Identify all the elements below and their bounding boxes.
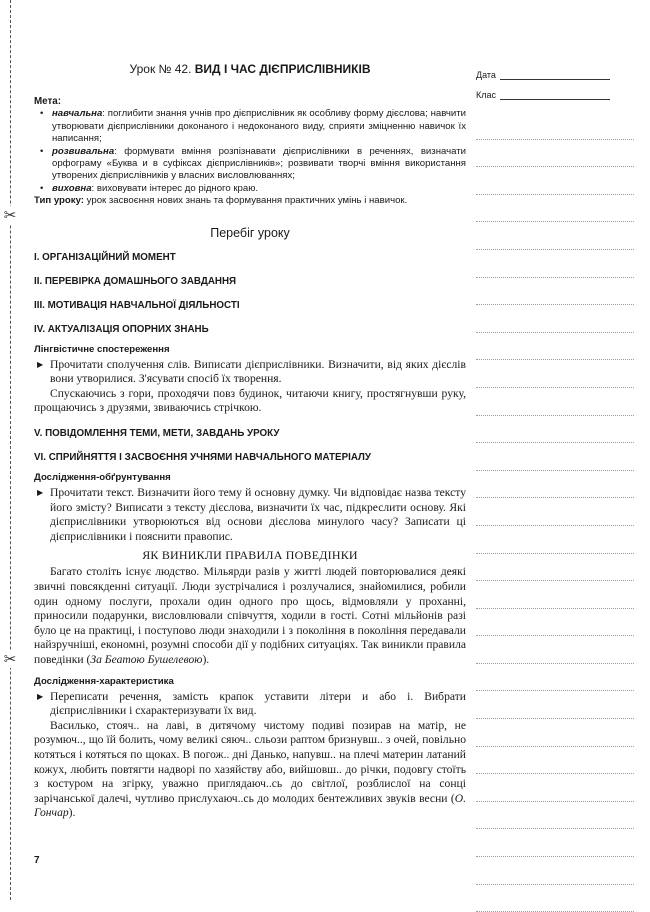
note-line[interactable] (476, 829, 634, 857)
goal-item (34, 108, 466, 145)
cut-line (10, 0, 11, 900)
task-text: Прочитати сполучення слів. Виписати дієприслівники. Визначити, від яких дієслів вони утворилися. З'ясувати спосіб їх творення. (50, 357, 466, 386)
task-text: Прочитати текст. Визначити його тему й основну думку. Чи відповідає назва тексту його змісту? Виписати з тексту дієслова, визначити їх час, підкреслити основу. Які дієприслівники утворюються від основи дієслова минулого часу? Записати ці дієприслівники і пояснити правопис. (50, 486, 466, 543)
goal-item (34, 146, 466, 183)
notes-lines (476, 112, 634, 912)
note-line[interactable] (476, 305, 634, 333)
text-title: ЯК ВИНИКЛИ ПРАВИЛА ПОВЕДІНКИ (142, 548, 358, 563)
section-heading: II. ПЕРЕВІРКА ДОМАШНЬОГО ЗАВДАННЯ (34, 275, 237, 287)
goal-text: : виховувати інтерес до рідного краю. (91, 182, 259, 194)
example-text: Спускаючись з гори, проходячи повз будинок, читаючи книгу, простягнувши руку, прощаючись з друзями, звиваючись стрічкою. (34, 386, 466, 415)
note-line[interactable] (476, 802, 634, 830)
goal-item (34, 183, 466, 195)
note-line[interactable] (476, 636, 634, 664)
note-line[interactable] (476, 719, 634, 747)
subheading: Дослідження-характеристика (34, 675, 174, 687)
note-line[interactable] (476, 167, 634, 195)
section-heading: V. ПОВІДОМЛЕННЯ ТЕМИ, МЕТИ, ЗАВДАНЬ УРОКУ (34, 428, 280, 440)
exercise-text-body: Василько, стояч.. на лаві, в дитячому чистому подиві позирав на матір, не розумюч.., що їй болить, чому великі сяюч.. сльози раптом бризнувш.. з очей, повільно котяться і котяться по щоках. В погож.. дні Данько, напувш.. на плечі материн латаний кожух, любить повтягти надворі по хазяйству або, вийшовш.. до річки, подовгу стоїть з костуром на згірку, уважно приглядаюч..сь до світлої, розблислої на сонці зарічанської далечі, чутливо прислухаюч..сь до молодих бентежливих звуків весни ( (34, 718, 466, 805)
scissors-icon: ✂ (3, 206, 17, 224)
page-number: 7 (34, 855, 40, 866)
class-label: Клас (476, 90, 496, 100)
goal-text: : поглибити знання учнів про дієприслівник як особливу форму дієслова; навчити утворювати дієприслівники доконаного і недоконаного виду, сприяти зміцненню навичок їх написання; (52, 108, 466, 145)
goals-label: Мета: (34, 96, 61, 107)
date-field[interactable] (476, 60, 634, 80)
goal-term: навчальна (52, 108, 103, 120)
task-text: Переписати речення, замість крапок уставити літери и або і. Вибрати дієприслівники і схарактеризувати їх вид. (50, 689, 466, 718)
note-line[interactable] (476, 554, 634, 582)
note-line[interactable] (476, 195, 634, 223)
triangle-right-icon: ▶ (37, 691, 44, 701)
note-line[interactable] (476, 333, 634, 361)
subheading: Дослідження-обґрунтування (34, 472, 171, 484)
section-heading: III. МОТИВАЦІЯ НАВЧАЛЬНОЇ ДІЯЛЬНОСТІ (34, 299, 240, 311)
note-line[interactable] (476, 360, 634, 388)
note-line[interactable] (476, 774, 634, 802)
exercise-text-end: ). (68, 806, 76, 820)
task (34, 690, 466, 719)
note-line[interactable] (476, 140, 634, 168)
section-heading: IV. АКТУАЛІЗАЦІЯ ОПОРНИХ ЗНАНЬ (34, 323, 209, 335)
note-line[interactable] (476, 222, 634, 250)
section-heading: VI. СПРИЙНЯТТЯ І ЗАСВОЄННЯ УЧНЯМИ НАВЧАЛЬНОГО МАТЕРІАЛУ (34, 452, 371, 464)
note-line[interactable] (476, 747, 634, 775)
class-field[interactable] (476, 80, 634, 100)
note-line[interactable] (476, 581, 634, 609)
lesson-title (34, 62, 466, 76)
note-line[interactable] (476, 388, 634, 416)
note-line[interactable] (476, 609, 634, 637)
task (34, 358, 466, 387)
reading-text-body: Багато століть існує людство. Мільярди разів у житті людей повторювалися деякі звичні повсякденні ситуації. Люди зустрічалися і розлучалися, знайомилися, робили один одному послуги, прохали один одного про щось, відмовляли у проханні, приносили подарунки, висловлювали співчуття, ходили в гості. Сотні мільйонів разі було це на практиці, і поступово люди знаходили і з покоління в покоління передавали найзручніші, економні, розумні способи дії у подібних ситуаціях. Так виникли правила поведінки ( (34, 565, 466, 666)
plan-title: Перебіг уроку (210, 225, 290, 240)
lesson-number: Урок № 42. (129, 62, 192, 76)
triangle-right-icon: ▶ (37, 488, 44, 498)
bullet-icon: • (40, 108, 44, 120)
exercise-text (34, 719, 466, 821)
note-line[interactable] (476, 416, 634, 444)
reading-text-end: ). (202, 652, 210, 666)
lesson-type-label: Тип уроку: (34, 195, 84, 207)
text-source: За Беатою Бушелевою (90, 652, 203, 666)
note-line[interactable] (476, 885, 634, 912)
lesson-type (34, 195, 466, 207)
triangle-right-icon: ▶ (37, 359, 44, 369)
note-line[interactable] (476, 664, 634, 692)
lesson-topic: ВИД І ЧАС ДІЄПРИСЛІВНИКІВ (194, 62, 371, 76)
note-line[interactable] (476, 498, 634, 526)
note-line[interactable] (476, 443, 634, 471)
note-line[interactable] (476, 526, 634, 554)
goals-block (34, 96, 466, 208)
note-line[interactable] (476, 857, 634, 885)
goal-text: : формувати вміння розпізнавати дієприслівники в реченнях, визначати орфограму «Буква и в суфіксах дієприслівників»; розвивати творчі вміння використання утворених дієприслівників у власних висловлюваннях; (52, 145, 466, 182)
note-line[interactable] (476, 471, 634, 499)
lesson-content (34, 56, 466, 821)
note-line[interactable] (476, 250, 634, 278)
subheading: Лінгвістичне спостереження (34, 343, 170, 355)
note-line[interactable] (476, 112, 634, 140)
side-fields (476, 60, 634, 100)
section-heading: I. ОРГАНІЗАЦІЙНИЙ МОМЕНТ (34, 251, 176, 263)
bullet-icon: • (40, 145, 44, 157)
bullet-icon: • (40, 182, 44, 194)
goal-term: розвивальна (52, 145, 115, 157)
scissors-icon: ✂ (3, 650, 17, 668)
date-line[interactable] (500, 69, 610, 80)
reading-text (34, 565, 466, 667)
goal-term: виховна (52, 182, 92, 194)
task (34, 486, 466, 544)
class-line[interactable] (500, 89, 610, 100)
lesson-type-text: урок засвоєння нових знань та формування практичних умінь і навичок. (84, 195, 408, 207)
date-label: Дата (476, 70, 496, 80)
note-line[interactable] (476, 691, 634, 719)
text-source: О. Гончар (34, 791, 466, 820)
note-line[interactable] (476, 278, 634, 306)
